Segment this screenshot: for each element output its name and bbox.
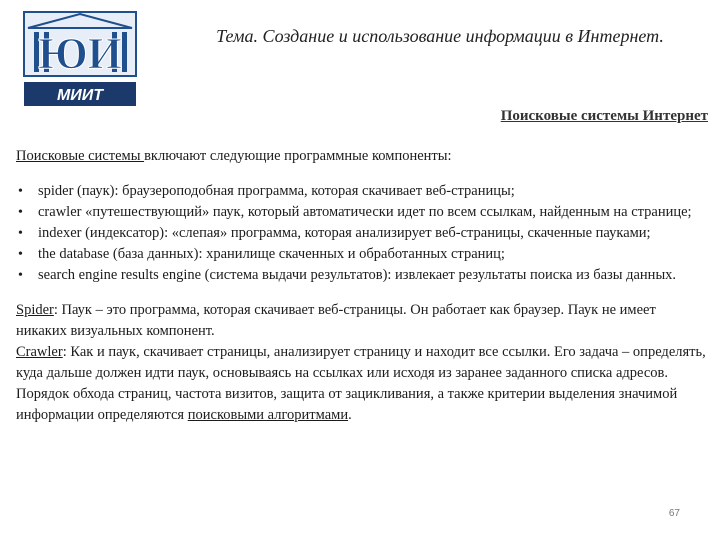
definitions (16, 300, 708, 426)
page-number: 67 (668, 508, 680, 519)
logo-miit-text: МИИТ (56, 87, 104, 104)
bullet-icon: • (18, 226, 23, 241)
bullet-icon: • (18, 205, 23, 220)
list-item: • spider (паук): браузероподобная программа, которая скачивает веб-страницы; (16, 181, 708, 202)
institute-logo (20, 10, 140, 110)
bullet-icon: • (18, 247, 23, 262)
bullet-icon: • (18, 268, 23, 283)
search-algorithms-link[interactable]: поисковыми алгоритмами (187, 407, 349, 423)
intro-paragraph (16, 146, 708, 167)
algorithms-paragraph: Порядок обхода страниц, частота визитов, защита от зацикливания, а также критерии выделения значимой информации определяются поисковыми алгоритмами. (16, 386, 678, 423)
slide-content (16, 146, 708, 426)
spider-definition: Spider: Паук – это программа, которая скачивает веб-страницы. Он работает как браузер. Паук не имеет никаких визуальных компонент. (16, 302, 656, 339)
spider-term: Spider (16, 302, 54, 318)
components-list (16, 181, 708, 286)
crawler-definition: Crawler: Как и паук, скачивает страницы, анализирует страницу и находит все ссылки. Его задача – определять, куда дальше должен идти паук, основываясь на ссылках или исходя из заранее заданного списка адресов. (16, 344, 706, 381)
list-item: • indexer (индексатор): «слепая» программа, которая анализирует веб-страницы, скаченные пауками; (16, 223, 708, 244)
list-item: • crawler «путешествующий» паук, который автоматически идет по всем ссылкам, найденным на странице; (16, 202, 708, 223)
crawler-term: Crawler (16, 344, 63, 360)
list-item: • search engine results engine (система выдачи результатов): извлекает результаты поиска из базы данных. (16, 265, 708, 286)
list-item: • the database (база данных): хранилище скаченных и обработанных страниц; (16, 244, 708, 265)
intro-text: включают следующие программные компоненты: (144, 148, 452, 164)
section-title: Поисковые системы Интернет (500, 108, 708, 124)
logo-letters: ЮИ (38, 29, 122, 78)
intro-term: Поисковые системы (16, 148, 145, 164)
topic-title: Тема. Создание и использование информации в Интернет. (216, 26, 664, 46)
bullet-icon: • (18, 184, 23, 199)
